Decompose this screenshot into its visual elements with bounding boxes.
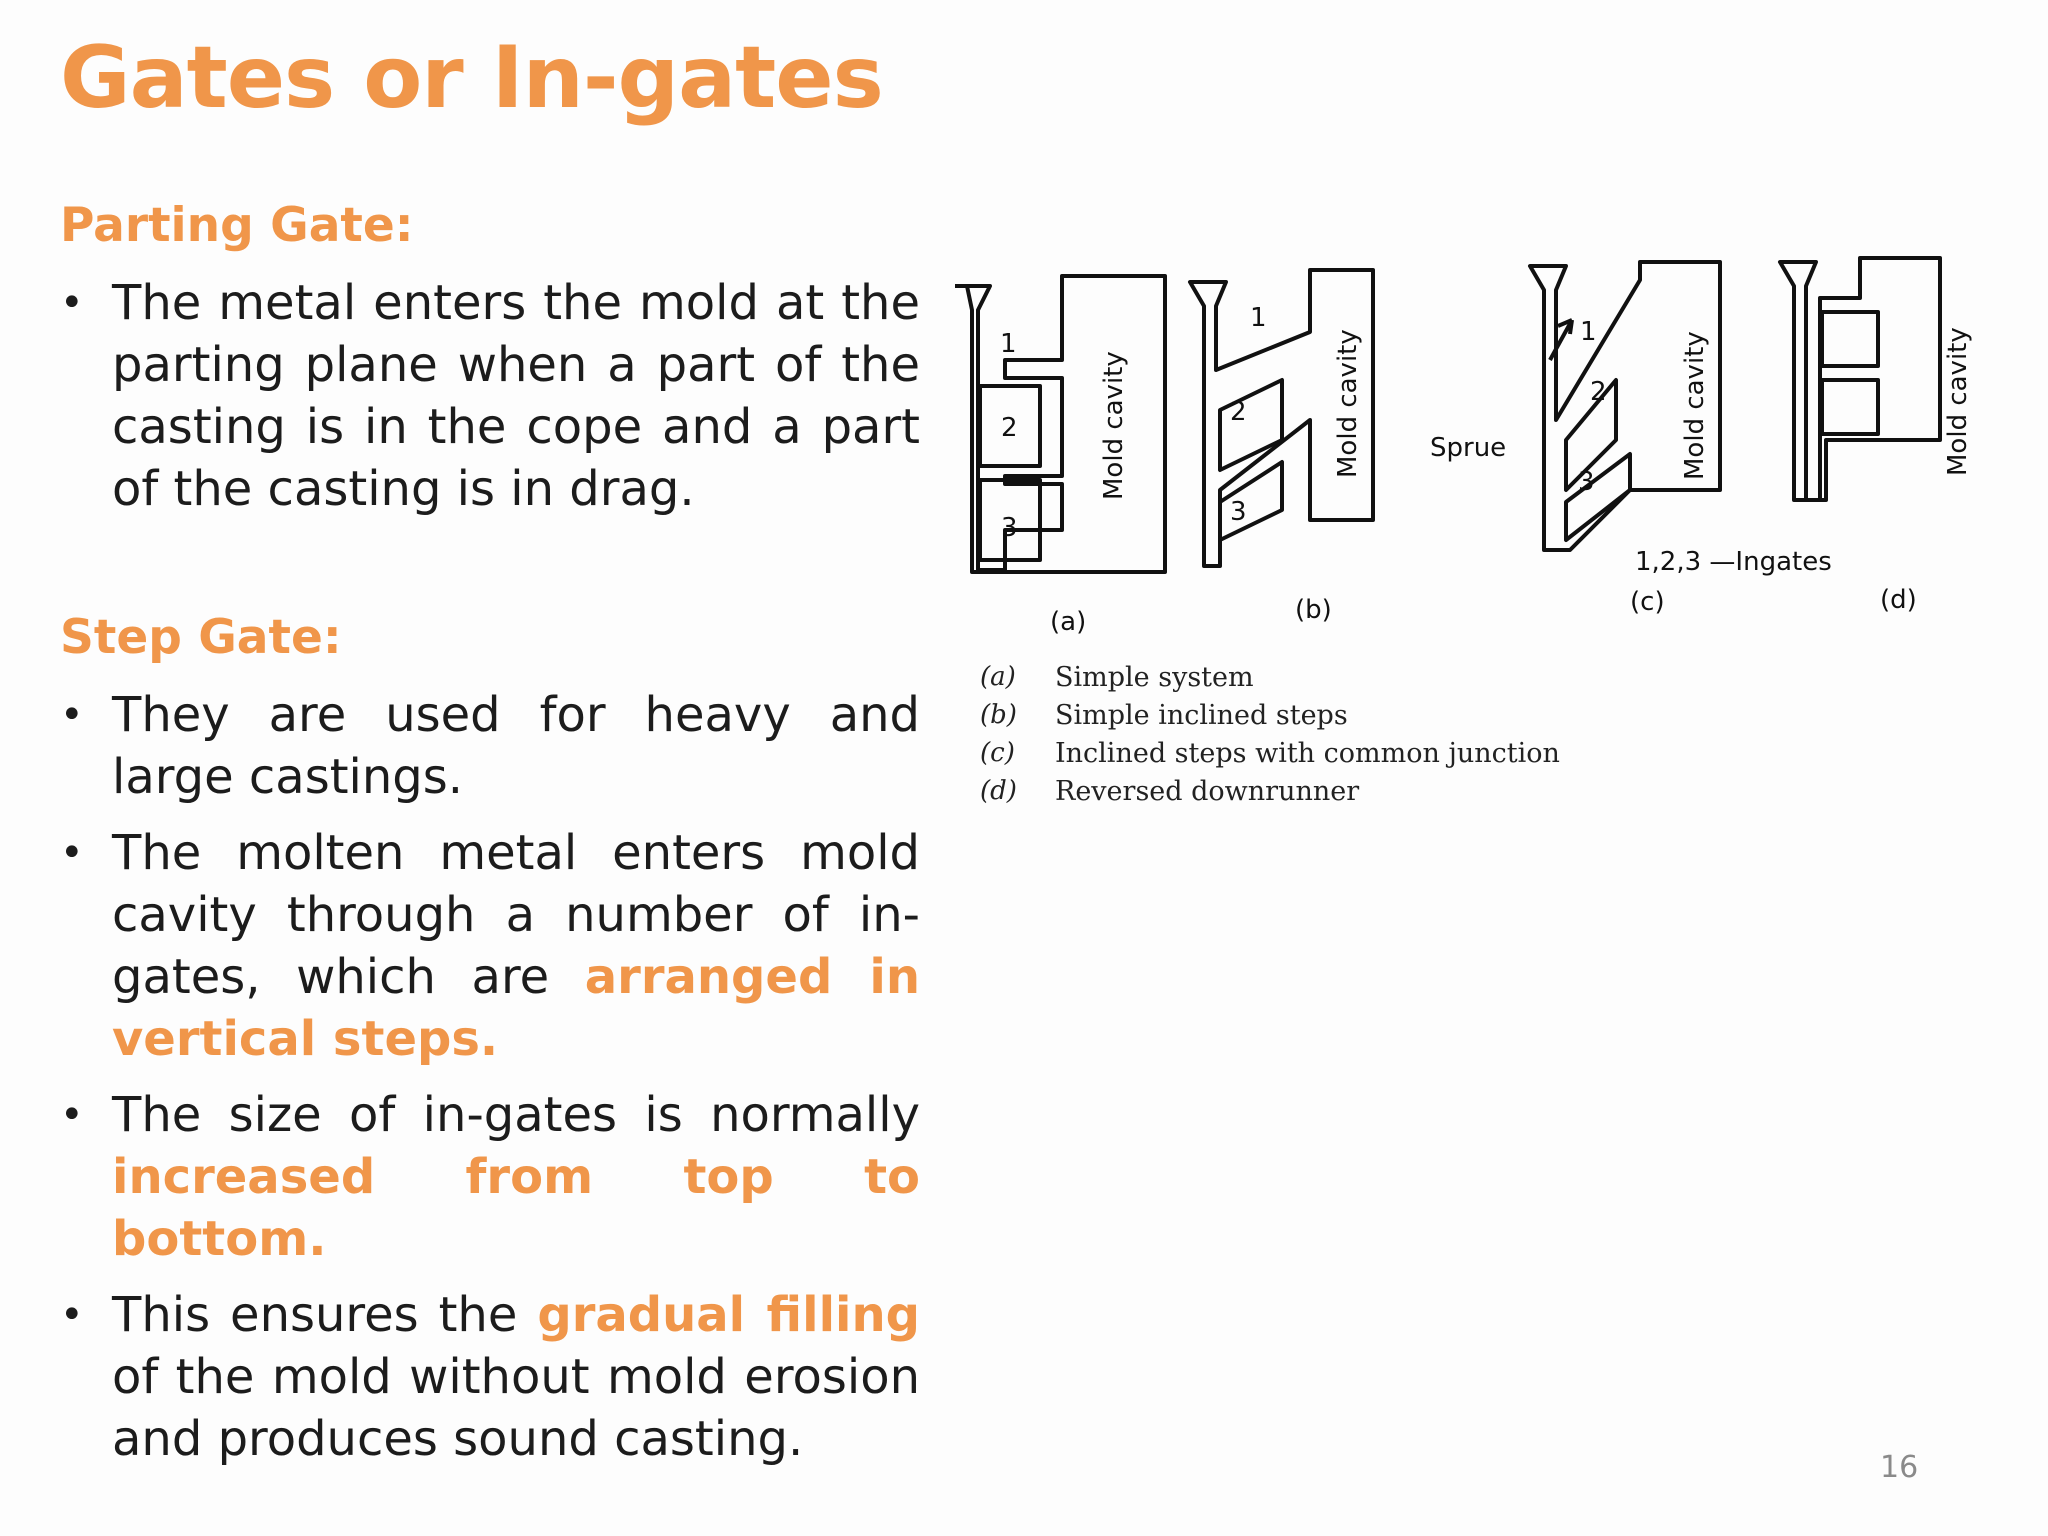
legend-key: (a) — [980, 662, 1016, 692]
panel-d-step — [1822, 380, 1878, 434]
panel-a-label: (a) — [1050, 607, 1087, 637]
legend-text: Simple inclined steps — [1055, 699, 1348, 731]
parting-gate-heading: Parting Gate: — [60, 198, 414, 253]
bullet-text: The metal enters the mold at the parting plane when a part of the casting is in the cope and a part of the casting is in drag. — [112, 275, 920, 517]
legend-row — [980, 772, 1580, 810]
bullet-item — [60, 1084, 920, 1270]
bullet-item — [60, 684, 920, 808]
panel-c-label: (c) — [1630, 587, 1665, 617]
page-title: Gates or In-gates — [60, 28, 883, 128]
sprue-label: Sprue — [1430, 433, 1507, 463]
bullet-item — [60, 822, 920, 1070]
panel-d-figure — [1780, 258, 1940, 500]
figure-legend — [980, 658, 1580, 810]
fig-label-num: 3 — [1001, 513, 1018, 543]
legend-key: (c) — [980, 738, 1015, 768]
ingates-label: 1,2,3 —Ingates — [1635, 547, 1832, 577]
bullet-text: The molten metal enters mold cavity through a number of in-gates, which are — [112, 825, 920, 1005]
mold-cavity-label: Mold cavity — [1333, 329, 1363, 478]
bullet-dot: • — [60, 830, 84, 876]
fig-label-num: 1 — [1250, 303, 1267, 333]
bullet-text: They are used for heavy and large castings. — [112, 687, 920, 805]
bullet-dot: • — [60, 1292, 84, 1338]
step-gate-heading: Step Gate: — [60, 610, 342, 665]
mold-cavity-label: Mold cavity — [1943, 327, 1973, 476]
page-number: 16 — [1880, 1450, 1919, 1485]
bullet-text: of the mold without mold erosion and produces sound casting. — [112, 1349, 920, 1467]
bullet-item — [60, 1284, 920, 1470]
bullet-text: This ensures the — [112, 1287, 538, 1343]
legend-text: Simple system — [1055, 661, 1254, 693]
highlight-text: increased from top to bottom. — [112, 1149, 920, 1267]
bullet-text: The size of in-gates is normally — [112, 1087, 920, 1143]
legend-text: Reversed downrunner — [1055, 775, 1360, 807]
step-gate-bullets — [60, 684, 920, 1470]
fig-label-num: 2 — [1001, 413, 1018, 443]
mold-cavity-label: Mold cavity — [1680, 331, 1710, 480]
fig-label-num: 2 — [1590, 377, 1607, 407]
panel-d-step — [1822, 312, 1878, 366]
fig-label-num: 1 — [1000, 329, 1017, 359]
highlight-text: arranged in vertical steps. — [112, 949, 920, 1067]
panel-d-label: (d) — [1880, 585, 1917, 615]
bullet-dot: • — [60, 692, 84, 738]
fig-label-num: 3 — [1578, 467, 1595, 497]
legend-row — [980, 658, 1580, 696]
panel-a-figure — [955, 276, 1165, 572]
panel-b-label: (b) — [1295, 595, 1332, 625]
mold-cavity-label: Mold cavity — [1099, 351, 1129, 500]
legend-key: (b) — [980, 700, 1017, 730]
panel-a-outline — [955, 276, 1165, 572]
bullet-dot: • — [60, 1092, 84, 1138]
fig-label-num: 3 — [1230, 497, 1247, 527]
legend-text: Inclined steps with common junction — [1055, 737, 1560, 769]
bullet-dot: • — [60, 280, 84, 326]
fig-label-num: 2 — [1230, 397, 1247, 427]
legend-row — [980, 734, 1580, 772]
panel-c-step — [1566, 454, 1630, 540]
legend-row — [980, 696, 1580, 734]
highlight-text: gradual filling — [537, 1287, 920, 1343]
parting-gate-bullets — [60, 272, 920, 520]
bullet-item — [60, 272, 920, 520]
fig-label-num: 1 — [1580, 317, 1597, 347]
legend-key: (d) — [980, 776, 1017, 806]
